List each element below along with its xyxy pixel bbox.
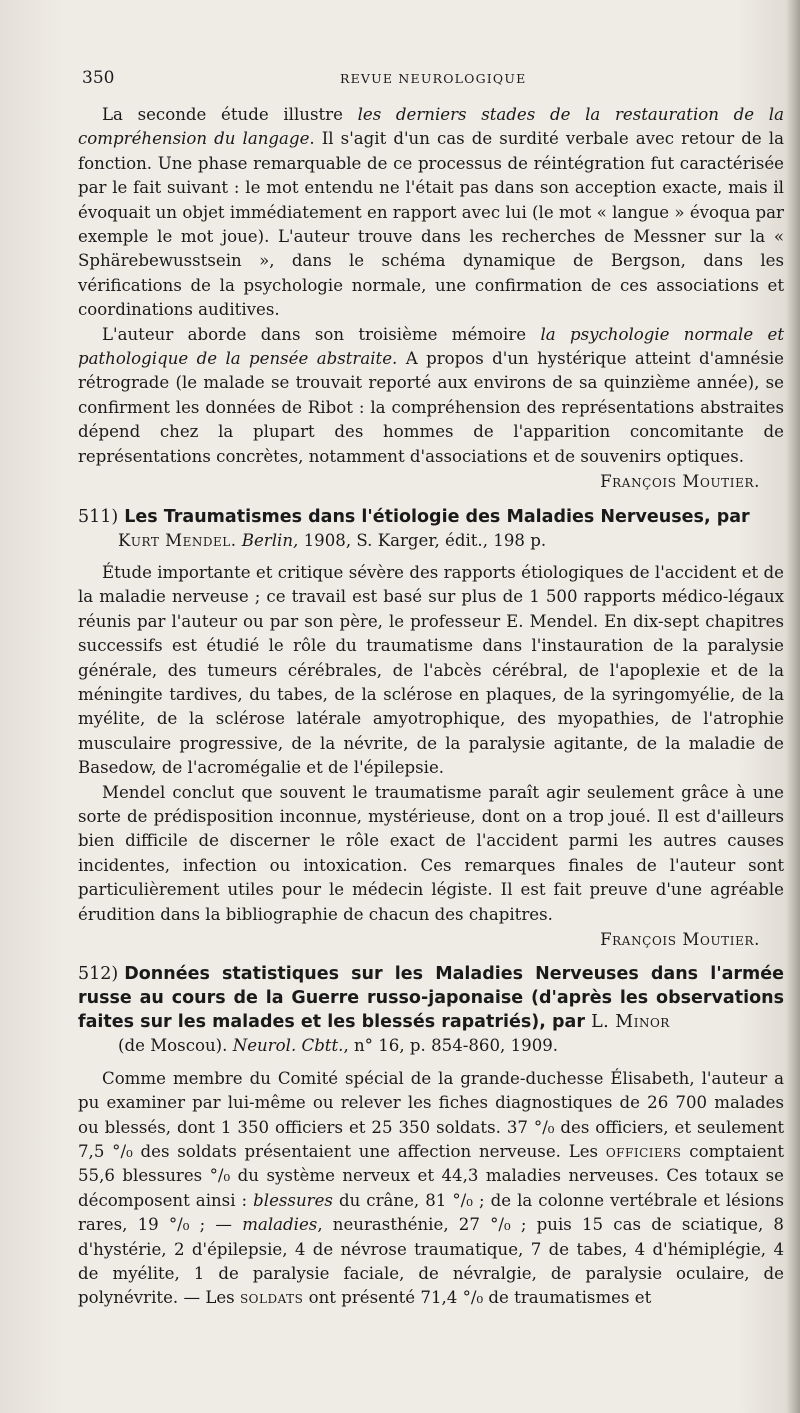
signature: François Moutier.: [600, 930, 760, 949]
page-header: [82, 68, 762, 94]
entry-512-maladies: maladies: [242, 1215, 318, 1235]
entry-511-paragraph-2: Mendel conclut que souvent le traumatisme paraît agir seulement grâce à une sorte de prédisposition inconnue, mystérieuse, dont on a trop joué. Il est d'ailleurs bien difficile de discerner le rôle exact de l'accident parmi les autres causes incidentes, infection ou intoxication. Ces remarques finales de l'auteur sont particulièrement utiles pour le médecin légiste. Il est fait preuve d'une agréable érudition dans la bibliographie de chacun des chapitres.: [78, 782, 784, 924]
entry-512-blessures: blessures: [253, 1190, 333, 1210]
entry-512-journal: Neurol. Cbtt.: [232, 1036, 344, 1056]
entry-512-title: [78, 962, 784, 1034]
entry-512-text-e: ont présenté 71,4 °/₀ de traumatismes et: [303, 1288, 652, 1308]
entry-512-text-b: comptaient 55,6 blessures °/₀ du système nerveux et 44,3 maladies nerveuses. Ces totaux se décomposent ainsi :: [78, 1142, 784, 1210]
entry-512-publication: , n° 16, p. 854-860, 1909.: [343, 1036, 559, 1056]
entry-511: [78, 505, 784, 953]
entry-512-author: L. Minor: [591, 1012, 670, 1033]
entry-511-title-text: Les Traumatismes dans l'étiologie des Maladies Nerveuses, par: [124, 506, 750, 527]
page-body: [78, 103, 784, 1311]
entry-512-number: 512): [78, 964, 119, 985]
entry-512-byline: [78, 1034, 784, 1058]
intro-p1-italic: les derniers stades de la restauration de la compréhension du langage: [78, 105, 784, 149]
intro-p1-text-cont: . Il s'agit d'un cas de surdité verbale avec retour de la fonction. Une phase remarquable de ce processus de réintégration fut caractérisée par le fait suivant : le mot entendu ne l'était pas dans son acception exacte, mais il évoquait un objet immédiatement en rapport avec lui (le mot « langue » évoqua par exemple le mot joue). L'auteur trouve dans les recherches de Messner sur la « Sphärebewusstsein », dans le schéma dynamique de Bergson, dans les vérifications de la psychologie normale, une confirmation de ces associations et coordinations auditives.: [78, 129, 784, 320]
entry-512-text-a: Comme membre du Comité spécial de la grande-duchesse Élisabeth, l'auteur a pu examiner par lui-même ou relever les fiches diagnostiques de 26 700 malades ou blessés, dont 1 350 officiers et 25 350 soldats. 37 °/₀ des officiers, et seulement 7,5 °/₀ des soldats présentaient une affection nerveuse. Les: [78, 1068, 784, 1162]
entry-512-soldats: soldats: [239, 1288, 304, 1308]
entry-512-text-c: du crâne, 81 °/₀ ; de la colonne vertébrale et lésions rares, 19 °/₀ ; —: [78, 1190, 784, 1235]
running-title: REVUE NEUROLOGIQUE: [340, 71, 527, 86]
entry-511-author: Kurt Mendel.: [118, 530, 237, 550]
page-edge-shadow: [786, 0, 800, 1413]
entry-511-title: [78, 505, 784, 529]
entry-511-publication: 1908, S. Karger, édit., 198 p.: [298, 530, 547, 550]
intro-paragraph-1: [78, 103, 784, 323]
intro-paragraph-2: [78, 323, 784, 469]
entry-512-text-d: , neurasthénie, 27 °/₀ ; puis 15 cas de sciatique, 8 d'hystérie, 2 d'épilepsie, 4 de névrose traumatique, 7 de tabes, 4 d'hémiplégie, 4 de myélite, 1 de paralysie faciale, de névralgie, de paralysie oculaire, de polynévrite. — Les: [78, 1215, 784, 1308]
entry-511-byline: [78, 529, 784, 553]
intro-p2-italic: la psychologie normale et pathologique de la pensée abstraite: [78, 324, 784, 369]
entry-511-paragraph-1: Étude importante et critique sévère des rapports étiologiques de l'accident et de la maladie nerveuse ; ce travail est basé sur plus de 1 500 rapports médico-légaux réunis par l'auteur ou par son père, le professeur E. Mendel. En dix-sept chapitres successifs est étudié le rôle du traumatisme dans l'instauration de la paralysie générale, des tumeurs cérébrales, de l'abcès cérébral, de l'apoplexie et de la méningite tardives, du tabes, de la sclérose en plaques, de la syringomyélie, de la myélite, de la sclérose latérale amyotrophique, des myopathies, de l'atrophie musculaire progressive, de la névrite, de la paralysie agitante, de la maladie de Basedow, de l'acromégalie et de l'épilepsie.: [78, 562, 784, 778]
intro-p2-text: L'auteur aborde dans son troisième mémoire: [102, 324, 541, 344]
entry-511-place: Berlin,: [241, 530, 299, 550]
entry-512-officiers: officiers: [605, 1142, 682, 1162]
entry-512-paragraph-1: [78, 1067, 784, 1311]
entry-512: [78, 962, 784, 1310]
entry-512-title-text: Données statistiques sur les Maladies Nerveuses dans l'armée russe au cours de la Guerre russo-japonaise (d'après les observations faites sur les malades et les blessés rapatriés), par: [78, 964, 784, 1033]
page-number: 350: [82, 68, 115, 88]
signature: François Moutier.: [600, 472, 760, 492]
intro-p1-text: La seconde étude illustre: [102, 105, 358, 124]
entry-512-origin: (de Moscou).: [118, 1036, 233, 1056]
intro-p2-text-cont: . A propos d'un hystérique atteint d'amnésie rétrograde (le malade se trouvait reporté aux environs de sa quinzième année), se confirment les données de Ribot : la compréhension des représentations abstraites dépend chez la plupart des hommes de l'apparition concomitante de représentations concrètes, notamment d'associations et de souvenirs optiques.: [78, 349, 784, 466]
entry-511-number: 511): [78, 506, 119, 527]
